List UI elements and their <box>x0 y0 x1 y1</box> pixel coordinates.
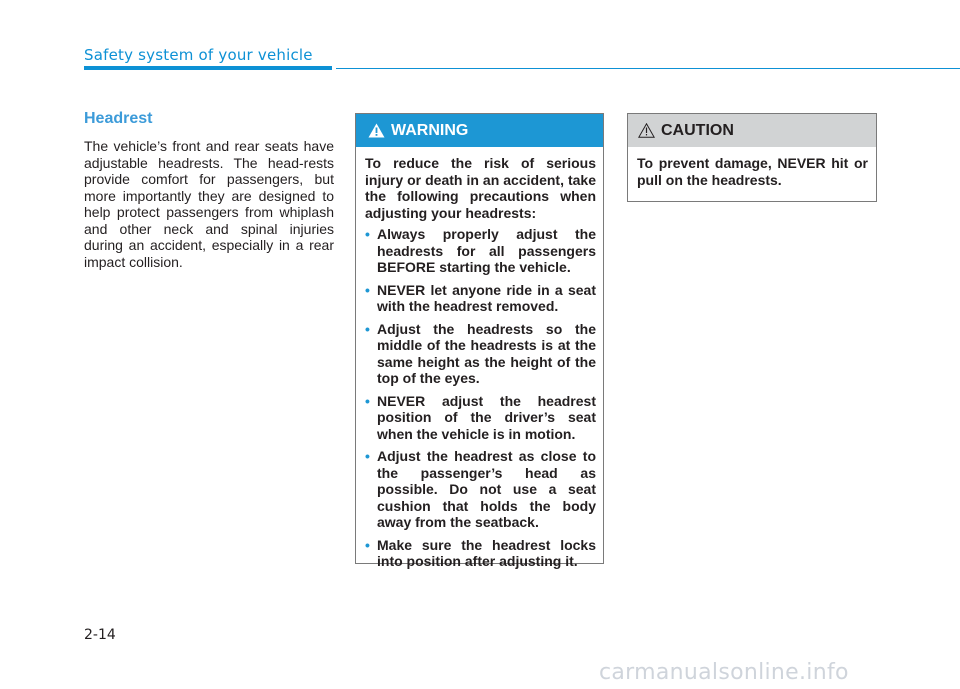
header-rule-thick <box>84 66 332 70</box>
bullet-icon: • <box>365 448 370 464</box>
caution-header <box>628 114 876 147</box>
bullet-icon: • <box>365 226 370 242</box>
body-paragraph: The vehicle’s front and rear seats have adjustable headrests. The head-rests provide comfort for passengers, but more importantly they are designed to help protect passengers from whiplash and other neck and spinal injuries during an accident, especially in a rear impact collision. <box>84 138 334 270</box>
bullet-icon: • <box>365 281 370 298</box>
warning-title: WARNING <box>391 121 469 139</box>
caution-box <box>627 113 877 202</box>
header-section-title: Safety system of your vehicle <box>84 46 313 64</box>
warning-list <box>365 226 596 570</box>
warning-header <box>356 114 603 147</box>
caution-body: To prevent damage, NEVER hit or pull on the headrests. <box>637 155 868 188</box>
warning-box <box>355 113 604 569</box>
warning-list-item: • Always properly adjust the headrests for all passengers BEFORE starting the vehicle. <box>365 226 596 275</box>
bullet-icon: • <box>365 536 370 553</box>
warning-list-item: • NEVER adjust the headrest position of the driver’s seat when the vehicle is in motion. <box>365 392 596 442</box>
caution-title: CAUTION <box>661 121 734 139</box>
warning-body <box>356 147 603 570</box>
warning-intro: To reduce the risk of serious injury or death in an accident, take the following precautions when adjusting your headrests: <box>365 155 596 221</box>
warning-list-item: • NEVER let anyone ride in a seat with the headrest removed. <box>365 281 596 314</box>
warning-list-item: • Adjust the headrest as close to the passenger’s head as possible. Do not use a seat cushion that holds the body away from the seatback. <box>365 448 596 530</box>
warning-list-item: • Make sure the headrest locks into position after adjusting it. <box>365 536 596 569</box>
watermark: carmanualsonline.info <box>599 660 849 685</box>
page-number: 2-14 <box>84 627 116 643</box>
section-heading: Headrest <box>84 110 153 127</box>
bullet-icon: • <box>365 320 370 337</box>
header-rule-thin <box>336 68 960 69</box>
bullet-icon: • <box>365 392 370 409</box>
warning-list-item: • Adjust the headrests so the middle of the headrests is at the same height as the height of the top of the eyes. <box>365 320 596 386</box>
warning-triangle-icon <box>368 123 385 138</box>
caution-triangle-icon <box>638 123 655 138</box>
